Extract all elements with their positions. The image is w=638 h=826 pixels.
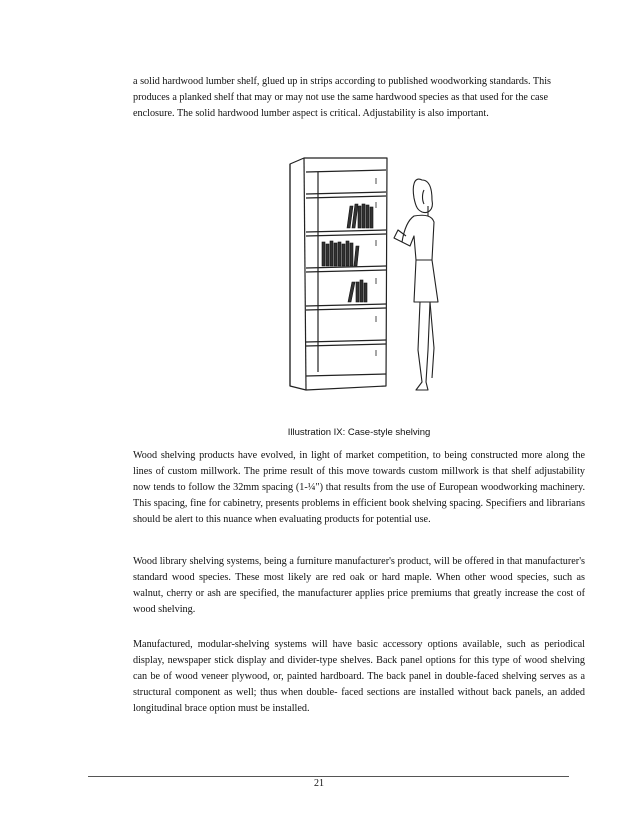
page-number: 21	[314, 778, 324, 789]
paragraph-accessory-options: Manufactured, modular-shelving systems will have basic accessory options available, such as periodical display, newspaper stick display and divider-type shelves. Back panel options for this type of wood shelving can be of wood veneer plywood, or, painted hardboard. The back panel in double-faced shelving serves as a structural component as well; thus when double- faced sections are installed without back panels, an added longitudinal brace option must be installed.	[133, 639, 585, 714]
intro-paragraph: a solid hardwood lumber shelf, glued up in strips according to published woodworking standards. This produces a planked shelf that may or may not use the same hardwood species as that used for the case enclosure. The solid hardwood lumber aspect is critical. Adjustability is also important.	[133, 76, 552, 119]
paragraph-wood-species: Wood library shelving systems, being a furniture manufacturer's product, will be offered in that manufacturer's standard wood species. These most likely are red oak or hard maple. When other wood species, such as walnut, cherry or ash are specified, the manufacturer applies price premiums that greatly increase the cost of wood shelving.	[133, 556, 585, 615]
footer-rule	[88, 776, 569, 777]
paragraph-shelf-adjustability: Wood shelving products have evolved, in light of market competition, to being constructed more along the lines of custom millwork. The prime result of this move towards custom millwork is that shelf adjustability now tends to follow the 32mm spacing (1-¼") that results from the use of European woodworking machinery. This spacing, fine for cabinetry, presents problems in efficient book shelving spacing. Specifiers and librarians should be alert to this nuance when evaluating products for potential use.	[133, 450, 585, 525]
bookcase-illustration	[282, 150, 452, 400]
figure-caption: Illustration IX: Case-style shelving	[287, 427, 431, 438]
